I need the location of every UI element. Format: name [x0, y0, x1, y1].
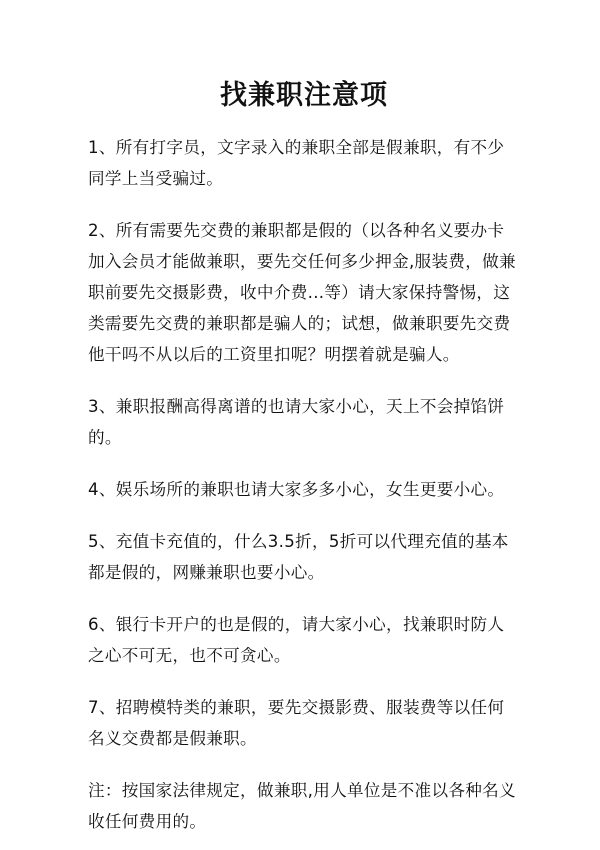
- paragraph-2: 2、所有需要先交费的兼职都是假的（以各种名义要办卡加入会员才能做兼职，要先交任何多少押金,服装费，做兼职前要先交摄影费，收中介费...等）请大家保持警惕，这类需要先交费的兼职都是骗人的；试想，做兼职要先交费他干吗不从以后的工资里扣呢？明摆着就是骗人。: [88, 221, 516, 364]
- note-paragraph: 注：按国家法律规定，做兼职,用人单位是不准以各种名义收任何费用的。: [88, 781, 516, 831]
- paragraph-6: 6、银行卡开户的也是假的，请大家小心，找兼职时防人之心不可无，也不可贪心。: [88, 615, 505, 665]
- paragraph-7: 7、招聘模特类的兼职，要先交摄影费、服装费等以任何名义交费都是假兼职。: [88, 698, 505, 748]
- document-body: [88, 132, 520, 837]
- paragraph-1: 1、所有打字员，文字录入的兼职全部是假兼职，有不少同学上当受骗过。: [88, 138, 505, 188]
- paragraph-3: 3、兼职报酬高得离谱的也请大家小心，天上不会掉馅饼的。: [88, 397, 505, 447]
- paragraph-4: 4、娱乐场所的兼职也请大家多多小心，女生更要小心。: [88, 480, 505, 499]
- document-title: 找兼职注意项: [220, 80, 388, 111]
- paragraph-5: 5、充值卡充值的，什么3.5折，5折可以代理充值的基本都是假的，网赚兼职也要小心。: [88, 532, 509, 582]
